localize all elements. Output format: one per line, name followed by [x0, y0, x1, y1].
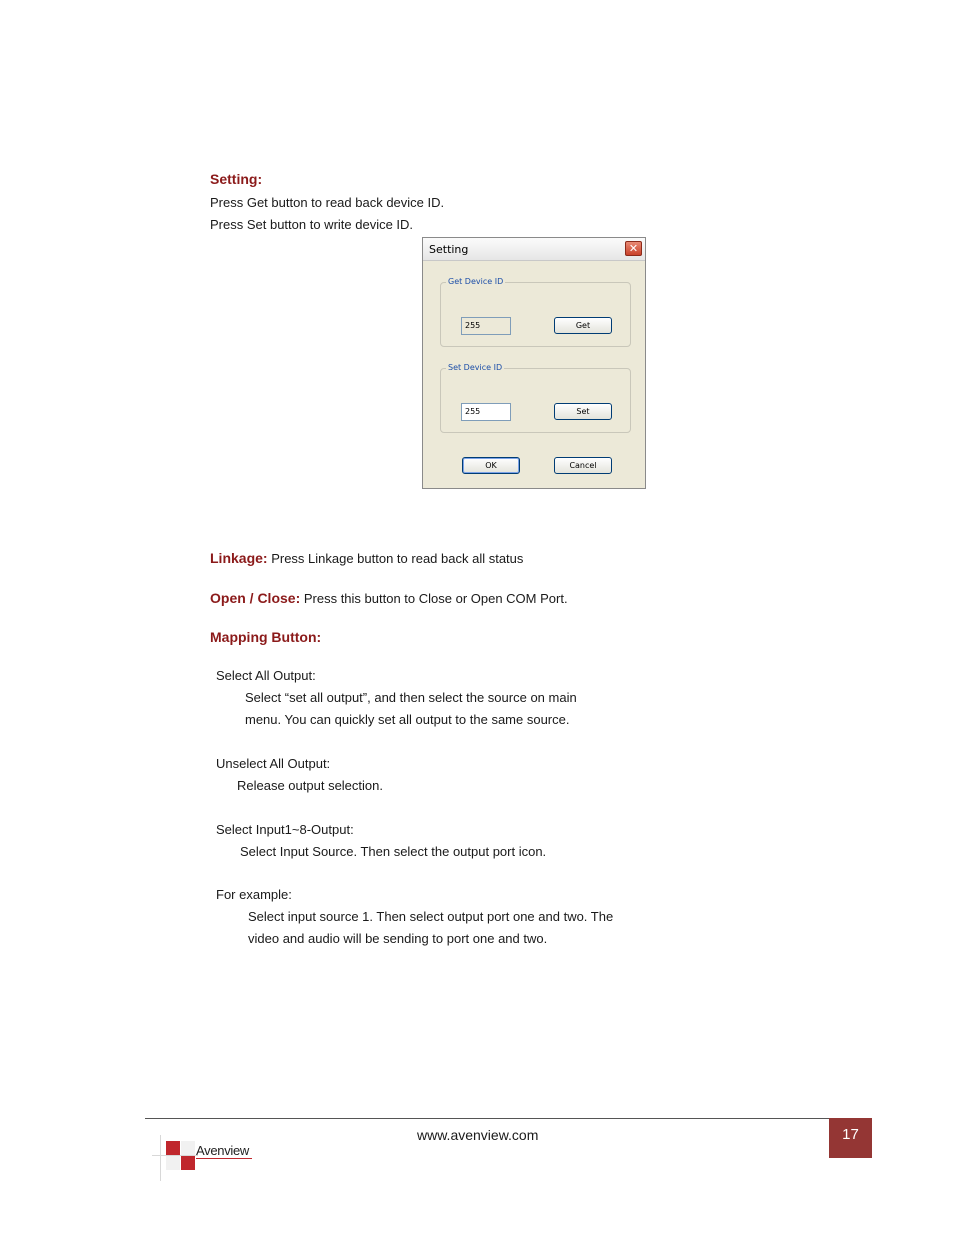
logo-square-icon — [181, 1156, 195, 1170]
get-button[interactable]: Get — [554, 317, 612, 334]
unselect-line-1: Release output selection. — [237, 778, 383, 793]
select-all-line-1: Select “set all output”, and then select the source on main — [245, 690, 577, 705]
avenview-logo — [152, 1135, 262, 1183]
linkage-heading: Linkage: — [210, 550, 268, 566]
get-device-id-field: 255 — [461, 317, 511, 335]
setting-dialog — [422, 237, 646, 489]
mapping-heading: Mapping Button: — [210, 629, 322, 645]
logo-square-icon — [166, 1141, 180, 1155]
dialog-title-bar — [423, 238, 645, 261]
logo-text: Avenview — [196, 1143, 250, 1158]
example-line-2: video and audio will be sending to port one and two. — [248, 931, 548, 946]
ok-button[interactable]: OK — [462, 457, 520, 474]
setting-heading: Setting: — [210, 171, 263, 187]
unselect-title: Unselect All Output: — [216, 756, 331, 771]
select-input-line-1: Select Input Source. Then select the output port icon. — [240, 844, 547, 859]
get-device-id-group — [440, 277, 631, 347]
footer-url[interactable]: www.avenview.com — [417, 1127, 539, 1143]
set-device-id-input[interactable]: 255 — [461, 403, 511, 421]
set-button[interactable]: Set — [554, 403, 612, 420]
logo-underline — [196, 1158, 252, 1159]
footer-divider — [145, 1118, 829, 1119]
select-all-title: Select All Output: — [216, 668, 316, 683]
logo-square-icon — [181, 1141, 195, 1155]
set-device-id-label: Set Device ID — [448, 363, 503, 372]
page-number: 17 — [829, 1118, 872, 1158]
open-close-text: Press this button to Close or Open COM Port. — [300, 591, 568, 606]
logo-square-icon — [166, 1156, 180, 1170]
set-device-id-group — [440, 363, 631, 433]
select-all-line-2: menu. You can quickly set all output to the same source. — [245, 712, 570, 727]
get-device-id-label: Get Device ID — [448, 277, 504, 286]
close-icon[interactable]: ✕ — [625, 241, 642, 256]
open-close-paragraph — [210, 590, 568, 608]
logo-guide-line — [160, 1135, 161, 1181]
linkage-text: Press Linkage button to read back all status — [267, 551, 524, 566]
example-title: For example: — [216, 887, 292, 902]
setting-instruction-set: Press Set button to write device ID. — [210, 217, 414, 232]
dialog-title: Setting — [429, 243, 469, 256]
open-close-heading: Open / Close: — [210, 590, 301, 606]
cancel-button[interactable]: Cancel — [554, 457, 612, 474]
linkage-paragraph — [210, 550, 523, 568]
select-input-title: Select Input1~8-Output: — [216, 822, 354, 837]
example-line-1: Select input source 1. Then select output port one and two. The — [248, 909, 614, 924]
setting-instruction-get: Press Get button to read back device ID. — [210, 195, 445, 210]
